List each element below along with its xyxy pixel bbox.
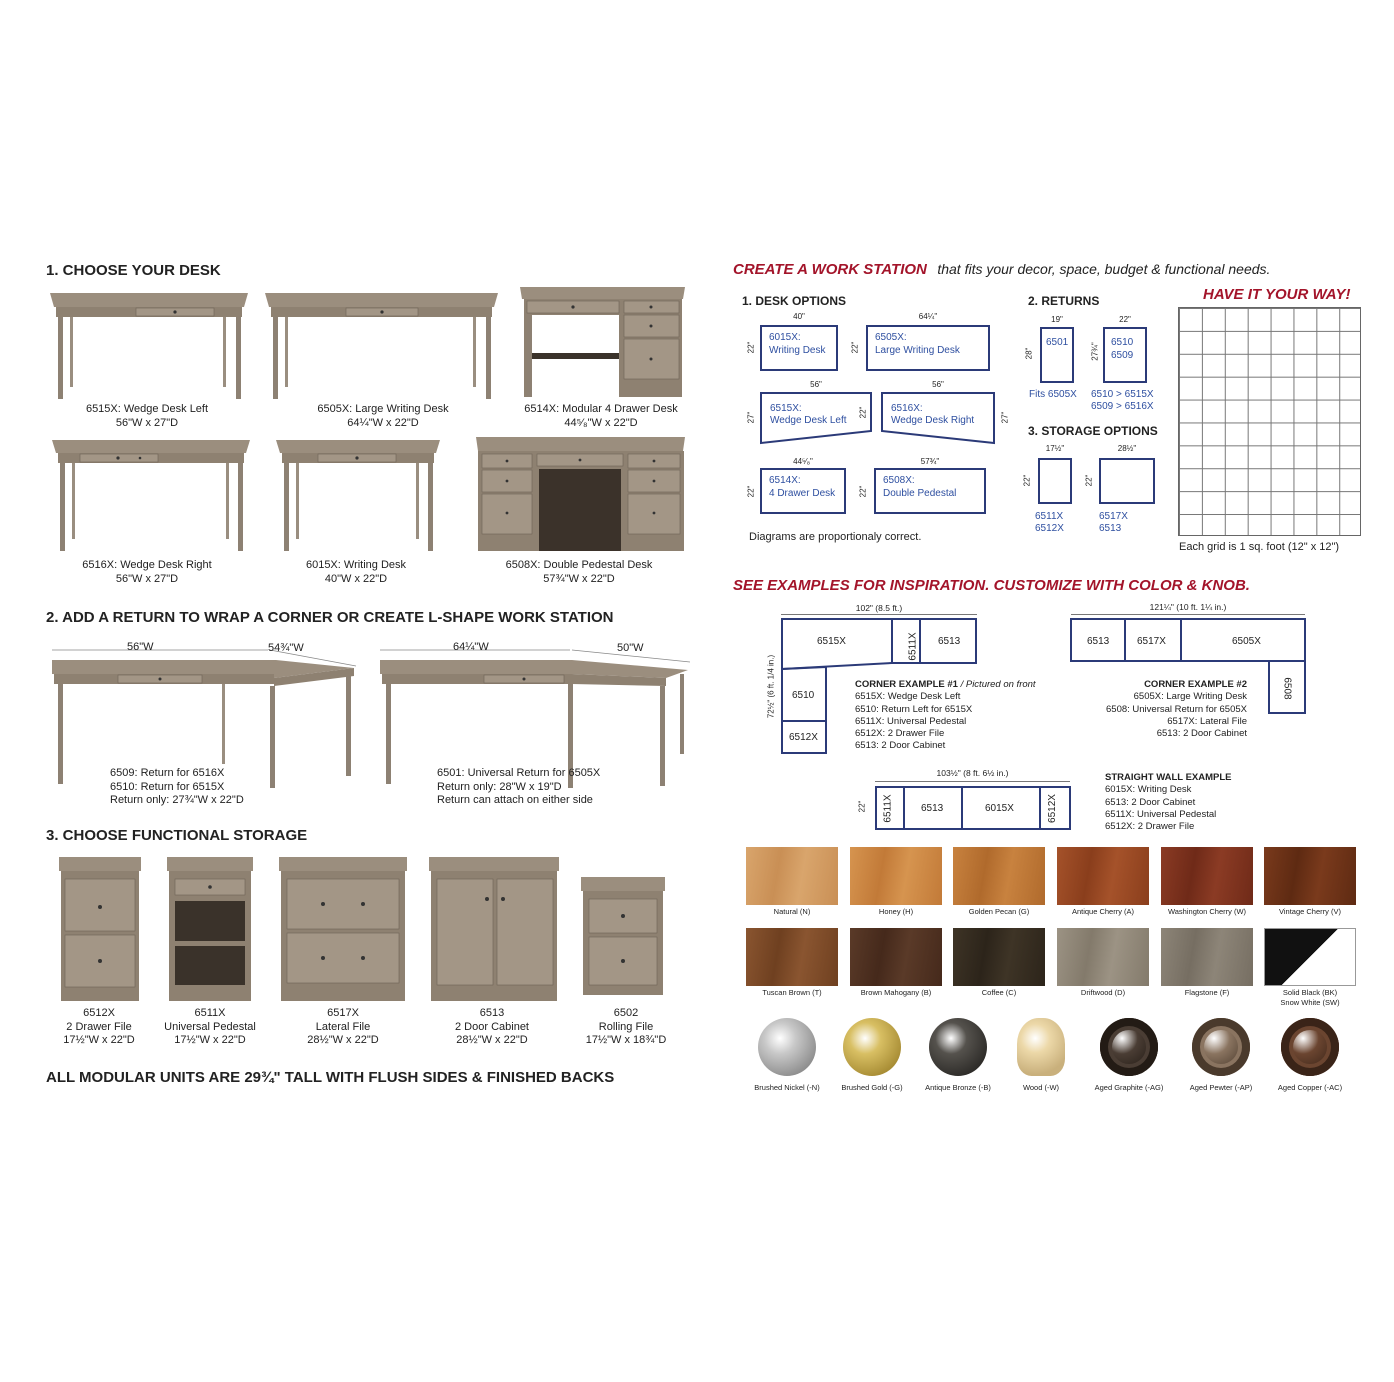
desk-6015x-image [276, 440, 440, 551]
return0-width: 19" [1051, 315, 1063, 324]
knob-label: Aged Pewter (-AP) [1189, 1083, 1253, 1092]
corner1-unit-6513: 6513 [938, 636, 961, 647]
desk-options-title: 1. DESK OPTIONS [742, 294, 847, 308]
storage-caption-6512x: 6512X 2 Drawer File 17½"W x 22"D [63, 1007, 135, 1046]
opt0-depth: 22" [746, 341, 756, 354]
opt5-depth: 22" [858, 485, 868, 498]
returns-title: 2. RETURNS [1028, 294, 1100, 308]
finish-swatch[interactable] [1057, 928, 1149, 986]
storage-opt0-width: 17½" [1045, 444, 1065, 453]
desk-6515x-image [50, 293, 248, 399]
storage-caption-6502: 6502 Rolling File 17½"W x 18¾"D [585, 1007, 667, 1046]
finish-label: Washington Cherry (W) [1167, 907, 1247, 916]
corner2-unit-6508: 6508 [1281, 677, 1293, 700]
finish-swatch[interactable] [1057, 847, 1149, 905]
section-1-title: 1. CHOOSE YOUR DESK [46, 262, 221, 279]
knob-icon[interactable] [843, 1018, 901, 1076]
return1-dim-b: 54¾"W [268, 642, 304, 654]
finish-label: Flagstone (F) [1184, 988, 1230, 997]
finish-label: Driftwood (D) [1080, 988, 1126, 997]
finish-swatch[interactable] [1264, 847, 1356, 905]
corner2-legend: CORNER EXAMPLE #2 6505X: Large Writing Desk 6508: Universal Return for 6505X 6517X: Lateral File 6513: 2 Door Cabinet [1106, 679, 1247, 740]
finish-label: Natural (N) [773, 907, 811, 916]
return1-dim-a: 56"W [127, 641, 154, 653]
straight-diagram [874, 785, 1074, 831]
headline [733, 261, 1270, 279]
return1-caption: 6509: Return for 6516X 6510: Return for 6515X Return only: 27¾"W x 22"D [110, 767, 244, 806]
finish-label: Solid Black (BK) Snow White (SW) [1280, 988, 1340, 1007]
desk-option-6515x: 6515X: Wedge Desk Left [770, 403, 847, 426]
straight-unit-6512x: 6512X [1046, 794, 1058, 823]
knob-label: Aged Copper (-AC) [1277, 1083, 1343, 1092]
corner1-dim-line [781, 614, 977, 615]
storage-opt1-box [1099, 458, 1155, 504]
return0-note: Fits 6505X [1029, 389, 1077, 400]
straight-depth: 22" [857, 800, 867, 813]
return1-depth: 27¾" [1090, 342, 1100, 361]
desk-6514x-image [520, 287, 685, 397]
knob-label: Brushed Nickel (-N) [754, 1083, 820, 1092]
opt1-width: 64¼" [918, 312, 938, 321]
opt3-depth-left: 22" [858, 406, 868, 419]
desk-6516x-image [52, 440, 250, 551]
finish-label: Golden Pecan (G) [968, 907, 1030, 916]
desk-option-6015x: 6015X: Writing Desk [760, 325, 838, 371]
storage-opt0-labels: 6511X 6512X [1035, 511, 1064, 534]
finish-label: Antique Cherry (A) [1071, 907, 1135, 916]
finish-swatch[interactable] [953, 847, 1045, 905]
desk-caption-6505x: 6505X: Large Writing Desk 64¼"W x 22"D [317, 403, 449, 429]
return2-caption: 6501: Universal Return for 6505X Return only: 28"W x 19"D Return can attach on either side [437, 767, 601, 806]
finish-swatch[interactable] [746, 847, 838, 905]
finish-label: Coffee (C) [981, 988, 1017, 997]
knob-icon[interactable] [758, 1018, 816, 1076]
finish-label: Tuscan Brown (T) [762, 988, 822, 997]
return-6510-6509-box: 6510 6509 [1103, 327, 1147, 383]
desk-option-6516x: 6516X: Wedge Desk Right [891, 403, 975, 426]
headline-red: CREATE A WORK STATION [733, 261, 927, 278]
return-illustrations [48, 638, 698, 788]
storage-caption-6513: 6513 2 Door Cabinet 28½"W x 22"D [455, 1007, 529, 1046]
straight-width: 103½" (8 ft. 6½ in.) [936, 768, 1009, 778]
corner1-legend: CORNER EXAMPLE #1 / Pictured on front 6515X: Wedge Desk Left 6510: Return Left for 6515X 6511X: Universal Pedestal 6512X: 2 Drawer File 6513: 2 Door Cabinet [855, 679, 1036, 752]
corner1-unit-6510: 6510 [792, 690, 815, 701]
desk-caption-6516x: 6516X: Wedge Desk Right 56"W x 27"D [82, 559, 212, 585]
finish-label: Brown Mahogany (B) [860, 988, 932, 997]
storage-opt1-width: 28½" [1117, 444, 1137, 453]
knob-label: Aged Graphite (-AG) [1094, 1083, 1164, 1092]
finish-label: Vintage Cherry (V) [1279, 907, 1341, 916]
section-3-title: 3. CHOOSE FUNCTIONAL STORAGE [46, 827, 308, 844]
corner2-unit-6513: 6513 [1087, 636, 1110, 647]
return0-depth: 28" [1024, 347, 1034, 360]
opt2-depth: 27" [746, 411, 756, 424]
knob-icon[interactable] [1017, 1018, 1065, 1076]
corner1-unit-6511x: 6511X [907, 632, 919, 661]
return2-dim-a: 64¼"W [453, 641, 489, 653]
corner2-unit-6505x: 6505X [1232, 636, 1261, 647]
headline-rest: that fits your decor, space, budget & functional needs. [937, 261, 1271, 277]
desk-caption-6514x: 6514X: Modular 4 Drawer Desk 44⁵⁄₈"W x 22"D [524, 403, 678, 429]
storage-6512x-image [59, 857, 141, 1001]
storage-6502-image [581, 877, 665, 995]
opt3-depth: 27" [1000, 411, 1010, 424]
desk-option-6505x: 6505X: Large Writing Desk [866, 325, 990, 371]
corner1-height: 72½" (6 ft. 1/4 in.) [766, 654, 776, 719]
straight-unit-6511x: 6511X [882, 794, 894, 823]
corner2-dim-line [1071, 614, 1305, 615]
storage-caption-6517x: 6517X Lateral File 28½"W x 22"D [307, 1007, 379, 1046]
knob-label: Brushed Gold (-G) [841, 1083, 903, 1092]
corner1-unit-6515x: 6515X [817, 636, 846, 647]
finish-swatch[interactable] [1264, 928, 1356, 986]
knob-icon[interactable] [1100, 1018, 1158, 1076]
straight-dim-line [875, 781, 1070, 782]
finish-swatch[interactable] [953, 928, 1045, 986]
corner1-width: 102" (8.5 ft.) [855, 603, 903, 613]
grid-note: Each grid is 1 sq. foot (12" x 12") [1179, 541, 1340, 553]
knob-icon[interactable] [1281, 1018, 1339, 1076]
knob-icon[interactable] [1192, 1018, 1250, 1076]
opt0-width: 40" [793, 312, 805, 321]
return-6501-box: 6501 [1040, 327, 1074, 383]
finish-swatch[interactable] [850, 847, 942, 905]
straight-unit-6513: 6513 [921, 803, 944, 814]
desk-caption-6515x: 6515X: Wedge Desk Left 56"W x 27"D [85, 403, 209, 429]
return1-width: 22" [1119, 315, 1131, 324]
knob-icon[interactable] [929, 1018, 987, 1076]
desk-option-6514x: 6514X: 4 Drawer Desk [760, 468, 846, 514]
examples-title: SEE EXAMPLES FOR INSPIRATION. CUSTOMIZE WITH COLOR & KNOB. [733, 577, 1250, 594]
desk-6508x-image [476, 437, 685, 551]
finish-swatch[interactable] [1161, 928, 1253, 986]
finish-swatch[interactable] [1161, 847, 1253, 905]
planning-grid [1178, 307, 1361, 536]
finish-swatch[interactable] [850, 928, 942, 986]
corner2-width: 121¼" (10 ft. 1¼ in.) [1149, 602, 1227, 612]
opt2-width: 56" [810, 380, 822, 389]
opt4-depth: 22" [746, 485, 756, 498]
opt4-width: 44⁵⁄₈" [793, 457, 813, 466]
return2-dim-b: 50"W [617, 642, 644, 654]
opt5-width: 57¾" [920, 457, 940, 466]
desk-option-6508x: 6508X: Double Pedestal [874, 468, 986, 514]
storage-opt0-box [1038, 458, 1072, 504]
opt3-width: 56" [932, 380, 944, 389]
finish-label: Honey (H) [878, 907, 914, 916]
opt1-depth: 22" [850, 341, 860, 354]
storage-caption-6511x: 6511X Universal Pedestal 17½"W x 22"D [164, 1007, 256, 1046]
have-it-your-way: HAVE IT YOUR WAY! [1203, 286, 1351, 303]
diagrams-note: Diagrams are proportionaly correct. [749, 531, 922, 543]
storage-illustrations [55, 855, 675, 1007]
knob-label: Wood (-W) [1022, 1083, 1060, 1092]
desk-illustrations [40, 285, 700, 575]
straight-unit-6015x: 6015X [985, 803, 1014, 814]
storage-options-title: 3. STORAGE OPTIONS [1028, 424, 1158, 438]
corner2-unit-6517x: 6517X [1137, 636, 1166, 647]
storage-opt0-depth: 22" [1022, 474, 1032, 487]
storage-6517x-image [279, 857, 407, 1001]
corner1-unit-6512x: 6512X [789, 732, 818, 743]
storage-opt1-depth: 22" [1084, 474, 1094, 487]
desk-6505x-image [265, 293, 498, 399]
finish-swatch[interactable] [746, 928, 838, 986]
desk-caption-6015x: 6015X: Writing Desk 40"W x 22"D [305, 559, 407, 585]
straight-legend: STRAIGHT WALL EXAMPLE 6015X: Writing Desk 6513: 2 Door Cabinet 6511X: Universal Pedestal 6512X: 2 Drawer File [1105, 772, 1232, 833]
knob-label: Antique Bronze (-B) [925, 1083, 991, 1092]
section-2-title: 2. ADD A RETURN TO WRAP A CORNER OR CREATE L-SHAPE WORK STATION [46, 609, 614, 626]
storage-6511x-image [167, 857, 253, 1001]
return1-notes: 6510 > 6515X 6509 > 6516X [1091, 389, 1154, 412]
storage-opt1-labels: 6517X 6513 [1099, 511, 1128, 534]
footer-note: ALL MODULAR UNITS ARE 29¾" TALL WITH FLUSH SIDES & FINISHED BACKS [46, 1069, 615, 1086]
desk-caption-6508x: 6508X: Double Pedestal Desk 57¾"W x 22"D [505, 559, 653, 585]
storage-6513-image [429, 857, 559, 1001]
